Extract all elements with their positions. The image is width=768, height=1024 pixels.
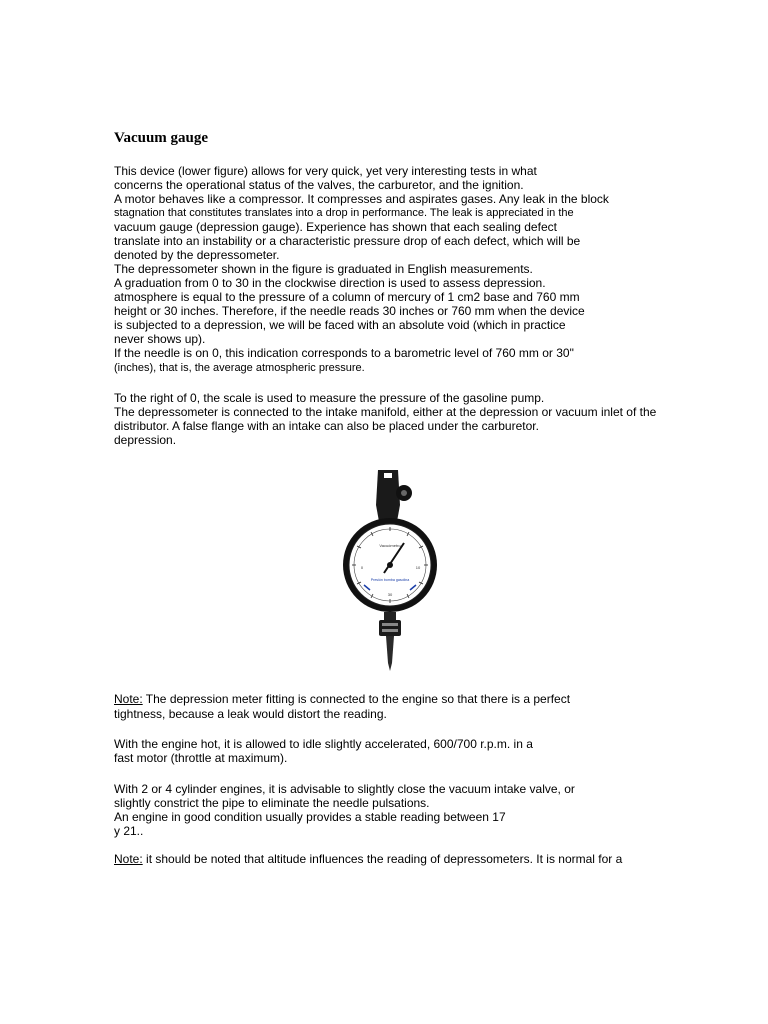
note-text: The depression meter fitting is connected to the engine so that there is a perfect — [142, 692, 571, 706]
text-line: y 21.. — [114, 824, 144, 838]
dial-bottom-label: 30 — [387, 592, 393, 597]
text-line: With the engine hot, it is allowed to idle slightly accelerated, 600/700 r.p.m. in a — [114, 737, 533, 751]
text-line: A motor behaves like a compressor. It compresses and aspirates gases. Any leak in the block — [114, 192, 609, 206]
note-text: it should be noted that altitude influences the reading of depressometers. It is normal for a — [142, 852, 623, 866]
text-line: (inches), that is, the average atmospheric pressure. — [114, 362, 365, 374]
dial-mid-label: Presión bomba gasolina — [370, 578, 410, 582]
text-line: vacuum gauge (depression gauge). Experience has shown that each sealing defect — [114, 220, 557, 234]
text-line: tightness, because a leak would distort the reading. — [114, 707, 387, 721]
page-title: Vacuum gauge — [114, 130, 209, 146]
text-line: translate into an instability or a characteristic pressure drop of each defect, which will be — [114, 234, 581, 248]
text-line: distributor. A false flange with an intake can also be placed under the carburetor. — [114, 419, 539, 433]
text-line: atmosphere is equal to the pressure of a column of mercury of 1 cm2 base and 760 mm — [114, 290, 580, 304]
text-line: slightly constrict the pipe to eliminate the needle pulsations. — [114, 796, 430, 810]
scale-left-label: 0 — [360, 565, 364, 570]
text-line: An engine in good condition usually provides a stable reading between 17 — [114, 810, 506, 824]
text-line: This device (lower figure) allows for very quick, yet very interesting tests in what — [114, 164, 537, 178]
note-label: Note: — [114, 852, 143, 866]
text-line: fast motor (throttle at maximum). — [114, 751, 288, 765]
dial-top-label: Vacuómetro — [379, 543, 401, 548]
scale-right-label: 10 — [415, 565, 421, 570]
text-line: With 2 or 4 cylinder engines, it is advisable to slightly close the vacuum intake valve, or — [114, 782, 575, 796]
text-line: The depressometer is connected to the intake manifold, either at the depression or vacuum inlet of the — [114, 405, 657, 419]
text-line: concerns the operational status of the valves, the carburetor, and the ignition. — [114, 178, 524, 192]
text-line: To the right of 0, the scale is used to measure the pressure of the gasoline pump. — [114, 391, 545, 405]
note-paragraph — [114, 852, 622, 866]
text-line: The depressometer shown in the figure is graduated in English measurements. — [114, 262, 533, 276]
vacuum-gauge-figure — [312, 465, 468, 673]
text-line: stagnation that constitutes translates into a drop in performance. The leak is appreciated in the — [114, 207, 574, 219]
text-line: height or 30 inches. Therefore, if the needle reads 30 inches or 760 mm when the device — [114, 304, 585, 318]
text-line: A graduation from 0 to 30 in the clockwise direction is used to assess depression. — [114, 276, 546, 290]
text-line: depression. — [114, 433, 177, 447]
text-line: is subjected to a depression, we will be faced with an absolute void (which in practice — [114, 318, 566, 332]
text-line: If the needle is on 0, this indication corresponds to a barometric level of 760 mm or 30" — [114, 346, 574, 360]
text-line: never shows up). — [114, 332, 206, 346]
text-line: denoted by the depressometer. — [114, 248, 280, 262]
note-paragraph — [114, 692, 570, 706]
note-label: Note: — [114, 692, 143, 706]
